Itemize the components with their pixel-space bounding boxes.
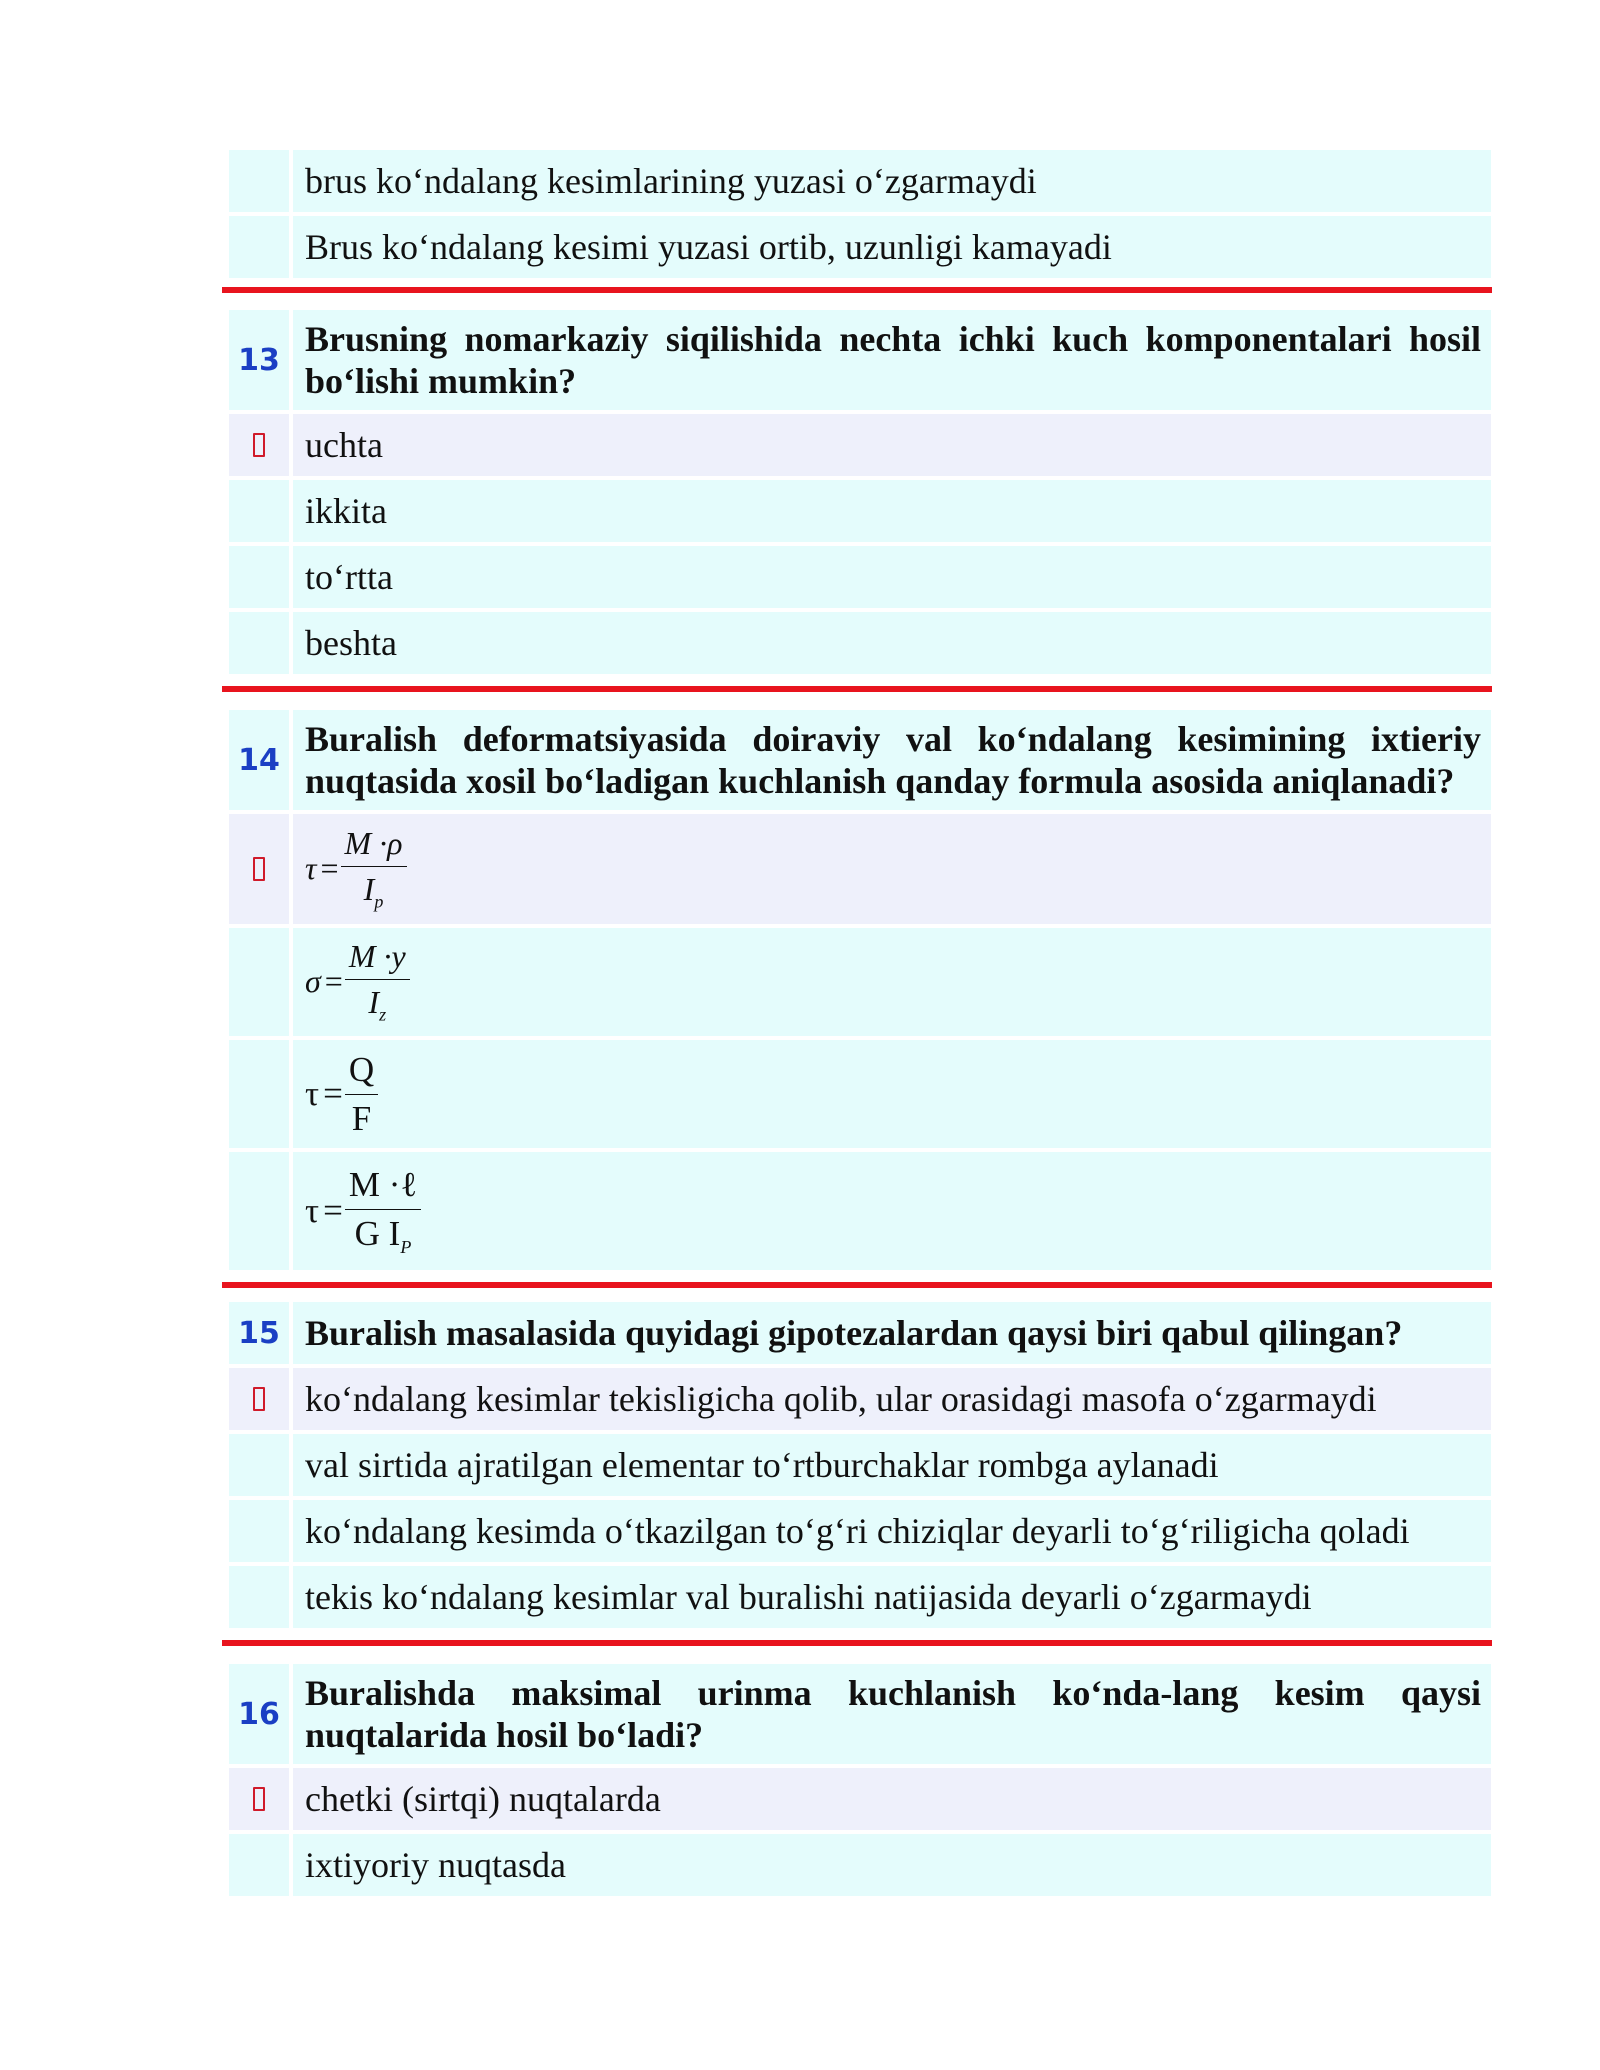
formula-equals: = xyxy=(323,1191,343,1230)
answer-row[interactable] xyxy=(229,1834,1491,1896)
formula-den-base: I xyxy=(363,871,375,908)
formula-lhs: τ xyxy=(305,1191,320,1230)
answer-text: val sirtida ajratilgan elementar to‘rtburchaklar rombga aylanadi xyxy=(305,1445,1219,1485)
answer-row[interactable] xyxy=(229,480,1491,542)
question-number: 14 xyxy=(238,742,280,778)
question-row-14 xyxy=(229,710,1491,810)
marker-cell xyxy=(229,480,289,542)
marker-cell xyxy=(229,1434,289,1496)
question-number: 16 xyxy=(238,1696,280,1732)
answer-row-selected[interactable] xyxy=(229,814,1491,924)
question-number: 13 xyxy=(238,342,280,378)
marker-cell xyxy=(229,1040,289,1148)
answer-text: ko‘ndalang kesimlar tekisligicha qolib, ular orasidagi masofa o‘zgarmaydi xyxy=(305,1379,1377,1419)
answer-cell xyxy=(293,1768,1491,1830)
answer-row[interactable] xyxy=(229,1040,1491,1148)
answer-text: brus ko‘ndalang kesimlarining yuzasi o‘zgarmaydi xyxy=(305,161,1037,201)
formula-denominator xyxy=(355,1210,412,1258)
formula-den-base: I xyxy=(368,984,380,1021)
answer-row[interactable] xyxy=(229,928,1491,1036)
formula-shear-stress xyxy=(305,1050,378,1139)
answer-text: chetki (sirtqi) nuqtalarda xyxy=(305,1779,661,1819)
answer-cell xyxy=(293,216,1491,278)
marker-cell xyxy=(229,1768,289,1830)
question-divider xyxy=(222,1640,1492,1646)
answer-cell xyxy=(293,1834,1491,1896)
marker-cell xyxy=(229,612,289,674)
answer-cell xyxy=(293,1500,1491,1562)
answer-row-selected[interactable] xyxy=(229,414,1491,476)
formula-den-base: G I xyxy=(354,1213,401,1253)
question-number-cell xyxy=(229,710,289,810)
formula-fraction xyxy=(345,1165,421,1258)
question-cell xyxy=(293,310,1491,410)
question-row-15 xyxy=(229,1302,1491,1364)
formula-torsion-stress xyxy=(305,825,407,912)
answer-row[interactable] xyxy=(229,1434,1491,1496)
formula-numerator: Q xyxy=(345,1050,378,1095)
answer-row[interactable] xyxy=(229,216,1491,278)
answer-row-selected[interactable] xyxy=(229,1768,1491,1830)
formula-equals: = xyxy=(320,850,339,887)
question-text: Buralish deformatsiyasida doiraviy val ko‘ndalang kesimining ixtieriy nuqtasida xosil bo‘ladigan kuchlanish qanday formula asosida aniqlanadi? xyxy=(305,719,1481,801)
answer-cell xyxy=(293,1566,1491,1628)
answer-text: ko‘ndalang kesimda o‘tkazilgan to‘g‘ri chiziqlar deyarli to‘g‘riligicha qoladi xyxy=(305,1511,1410,1551)
question-text: Buralishda maksimal urinma kuchlanish ko‘nda-lang kesim qaysi nuqtalarida hosil bo‘ladi? xyxy=(305,1673,1481,1755)
answer-row[interactable] xyxy=(229,1566,1491,1628)
formula-numerator: M ·ℓ xyxy=(345,1165,421,1210)
marker-cell xyxy=(229,1152,289,1270)
formula-den-subscript: p xyxy=(374,891,384,912)
question-text: Brusning nomarkaziy siqilishida nechta ichki kuch komponentalari hosil bo‘lishi mumkin? xyxy=(305,319,1481,401)
question-number-cell xyxy=(229,1302,289,1364)
question-row-16 xyxy=(229,1664,1491,1764)
answer-marker-icon xyxy=(253,1787,265,1811)
formula-fraction xyxy=(341,825,407,912)
formula-den-subscript: z xyxy=(379,1004,387,1025)
formula-fraction xyxy=(345,938,410,1025)
formula-fraction xyxy=(345,1050,378,1139)
answer-text: ixtiyoriy nuqtasda xyxy=(305,1845,566,1885)
answer-text: beshta xyxy=(305,623,397,663)
question-divider xyxy=(222,287,1492,293)
question-cell xyxy=(293,710,1491,810)
marker-cell xyxy=(229,1834,289,1896)
answer-cell xyxy=(293,1040,1491,1148)
answer-marker-icon xyxy=(253,1387,265,1411)
question-divider xyxy=(222,686,1492,692)
formula-den-base: F xyxy=(351,1098,372,1138)
question-number-cell xyxy=(229,1664,289,1764)
answer-cell xyxy=(293,1368,1491,1430)
marker-cell xyxy=(229,814,289,924)
answer-text: uchta xyxy=(305,425,383,465)
question-number-cell xyxy=(229,310,289,410)
answer-cell xyxy=(293,1152,1491,1270)
question-number: 15 xyxy=(238,1315,280,1351)
answer-marker-icon xyxy=(253,433,265,457)
answer-cell xyxy=(293,150,1491,212)
answer-text: Brus ko‘ndalang kesimi yuzasi ortib, uzunligi kamayadi xyxy=(305,227,1112,267)
answer-cell xyxy=(293,1434,1491,1496)
formula-lhs: σ xyxy=(305,963,321,1000)
answer-row[interactable] xyxy=(229,150,1491,212)
answer-cell xyxy=(293,480,1491,542)
formula-den-subscript: P xyxy=(400,1236,412,1257)
formula-numerator: M ·y xyxy=(345,938,410,980)
answer-text: tekis ko‘ndalang kesimlar val buralishi natijasida deyarli o‘zgarmaydi xyxy=(305,1577,1312,1617)
answer-row[interactable] xyxy=(229,612,1491,674)
question-cell xyxy=(293,1302,1491,1364)
formula-lhs: τ xyxy=(305,850,317,887)
question-text: Buralish masalasida quyidagi gipotezalardan qaysi biri qabul qilingan? xyxy=(305,1313,1403,1353)
answer-text: ikkita xyxy=(305,491,387,531)
formula-twist-angle xyxy=(305,1165,421,1258)
marker-cell xyxy=(229,216,289,278)
formula-denominator xyxy=(352,1095,371,1139)
answer-row[interactable] xyxy=(229,1500,1491,1562)
answer-cell xyxy=(293,814,1491,924)
marker-cell xyxy=(229,1500,289,1562)
question-divider xyxy=(222,1282,1492,1288)
marker-cell xyxy=(229,150,289,212)
answer-cell xyxy=(293,414,1491,476)
answer-cell xyxy=(293,546,1491,608)
answer-text: to‘rtta xyxy=(305,557,393,597)
answer-cell xyxy=(293,928,1491,1036)
question-cell xyxy=(293,1664,1491,1764)
formula-numerator: M ·ρ xyxy=(341,825,407,867)
formula-equals: = xyxy=(323,1074,343,1113)
marker-cell xyxy=(229,546,289,608)
marker-cell xyxy=(229,1368,289,1430)
question-row-13 xyxy=(229,310,1491,410)
answer-cell xyxy=(293,612,1491,674)
answer-row[interactable] xyxy=(229,546,1491,608)
marker-cell xyxy=(229,928,289,1036)
formula-equals: = xyxy=(324,963,343,1000)
answer-row-selected[interactable] xyxy=(229,1368,1491,1430)
answer-row[interactable] xyxy=(229,1152,1491,1270)
formula-denominator xyxy=(364,867,384,912)
formula-lhs: τ xyxy=(305,1074,320,1113)
formula-denominator xyxy=(368,980,386,1025)
marker-cell xyxy=(229,1566,289,1628)
answer-marker-icon xyxy=(253,857,265,881)
marker-cell xyxy=(229,414,289,476)
formula-bending-stress xyxy=(305,938,410,1025)
